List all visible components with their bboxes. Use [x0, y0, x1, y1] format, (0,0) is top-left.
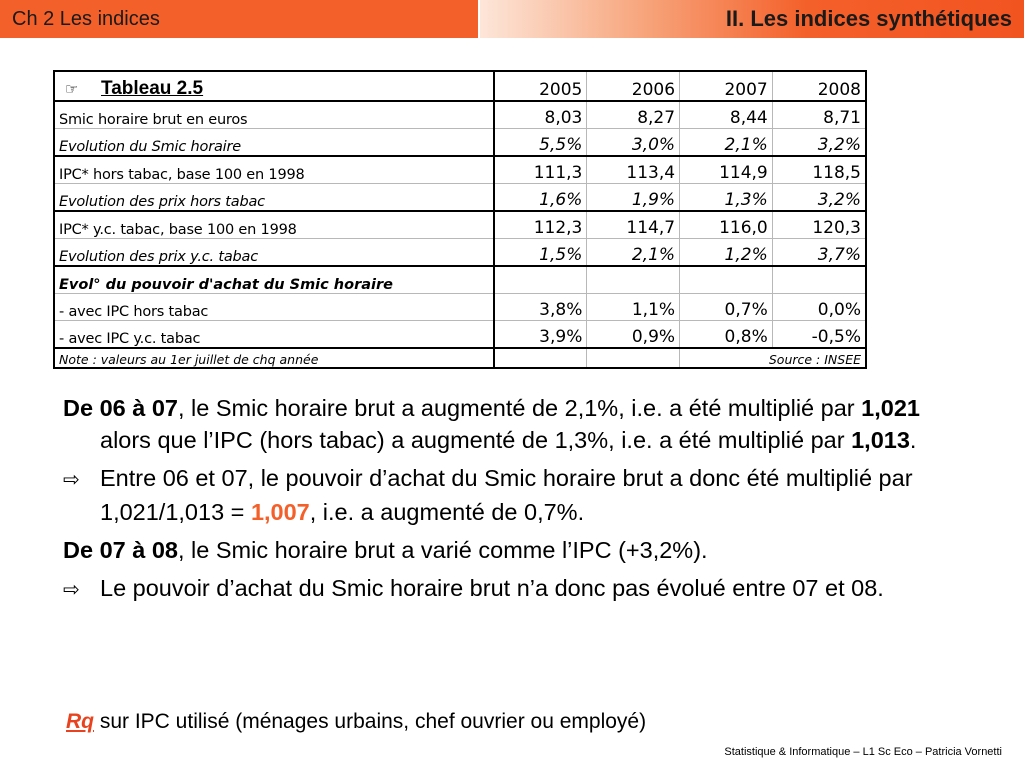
year-cell: 2007: [680, 71, 773, 101]
value-cell: 114,9: [680, 156, 773, 184]
table-row: [54, 211, 866, 239]
row-label: Evolution des prix hors tabac: [54, 184, 494, 212]
value-cell: 8,44: [680, 101, 773, 129]
footer-text: Statistique & Informatique – L1 Sc Eco – Patricia Vornetti: [724, 746, 1002, 758]
value-cell: 3,2%: [772, 129, 866, 157]
value-cell: 3,2%: [772, 184, 866, 212]
table-row: [54, 294, 866, 321]
year-cell: 2005: [494, 71, 587, 101]
year-cell: 2006: [587, 71, 680, 101]
value-cell: [680, 266, 773, 294]
paragraph-2: [63, 462, 953, 528]
table-row: [54, 321, 866, 349]
row-label: IPC* hors tabac, base 100 en 1998: [54, 156, 494, 184]
table-source: Source : INSEE: [680, 348, 866, 368]
row-label: - avec IPC hors tabac: [54, 294, 494, 321]
value-cell: 3,9%: [494, 321, 587, 349]
value-cell: 8,03: [494, 101, 587, 129]
value-cell: 1,6%: [494, 184, 587, 212]
table-note-row: [54, 348, 866, 368]
value-cell: 0,8%: [680, 321, 773, 349]
value-cell: 0,0%: [772, 294, 866, 321]
data-table: [53, 70, 867, 369]
value-cell: 116,0: [680, 211, 773, 239]
remark-line: [66, 710, 646, 734]
arrow-icon: ⇨: [63, 469, 80, 491]
value-cell: [587, 266, 680, 294]
value-cell: 1,2%: [680, 239, 773, 267]
year-cell: 2008: [772, 71, 866, 101]
value-cell: 114,7: [587, 211, 680, 239]
row-label: Evolution du Smic horaire: [54, 129, 494, 157]
table-row: [54, 129, 866, 157]
remark-text: sur IPC utilisé (ménages urbains, chef ouvrier ou employé): [94, 710, 647, 733]
value-cell: 2,1%: [587, 239, 680, 267]
p2-text-b: , i.e. a augmenté de 0,7%.: [309, 499, 585, 525]
value-cell: 118,5: [772, 156, 866, 184]
p2-accent-value: 1,007: [250, 499, 310, 525]
value-cell: 8,71: [772, 101, 866, 129]
p1-text-a: , le Smic horaire brut a augmenté de 2,1%, i.e. a été multiplié par: [177, 395, 862, 421]
table-row: [54, 266, 866, 294]
p4-text: Le pouvoir d’achat du Smic horaire brut n’a donc pas évolué entre 07 et 08.: [100, 575, 884, 601]
remark-label: Rq: [66, 710, 94, 733]
value-cell: 1,5%: [494, 239, 587, 267]
explanation-text: [63, 392, 953, 612]
paragraph-4: [63, 572, 953, 606]
value-cell: -0,5%: [772, 321, 866, 349]
value-cell: 3,0%: [587, 129, 680, 157]
value-cell: 113,4: [587, 156, 680, 184]
table-row: [54, 101, 866, 129]
p1-text-c: alors que l’IPC (hors tabac) a augmenté de 1,3%, i.e. a été multiplié par: [100, 427, 852, 453]
arrow-icon: ⇨: [63, 579, 80, 601]
table-row: [54, 184, 866, 212]
value-cell: [494, 266, 587, 294]
row-label: Smic horaire brut en euros: [54, 101, 494, 129]
value-cell: 2,1%: [680, 129, 773, 157]
table-row: [54, 156, 866, 184]
row-label: Evol° du pouvoir d'achat du Smic horaire: [54, 266, 494, 294]
paragraph-3: [63, 534, 953, 566]
p1-bold-value: 1,021: [861, 395, 920, 421]
p1-bold: De 06 à 07: [63, 395, 178, 421]
value-cell: 8,27: [587, 101, 680, 129]
table-header-row: [54, 71, 866, 101]
value-cell: 1,3%: [680, 184, 773, 212]
value-cell: 3,7%: [772, 239, 866, 267]
pointing-hand-icon: ☞: [65, 80, 79, 98]
value-cell: 1,1%: [587, 294, 680, 321]
p2-text-a: Entre 06 et 07, le pouvoir d’achat du Smic horaire brut a donc été multiplié par 1,021/1,013 =: [100, 465, 913, 525]
section-title: II. Les indices synthétiques: [725, 6, 1012, 31]
p3-text-a: , le Smic horaire brut a varié comme l’IPC (+3,2%).: [177, 537, 708, 563]
table-title: Tableau 2.5: [101, 78, 204, 99]
row-label: - avec IPC y.c. tabac: [54, 321, 494, 349]
table-note: Note : valeurs au 1er juillet de chq année: [54, 348, 494, 368]
p1-text-e: .: [909, 427, 917, 453]
header-chapter-bar: [0, 0, 478, 38]
chapter-title: Ch 2 Les indices: [12, 8, 160, 30]
header-section-bar: [480, 0, 1024, 38]
value-cell: [772, 266, 866, 294]
paragraph-1: [63, 392, 953, 456]
table-row: [54, 239, 866, 267]
row-label: IPC* y.c. tabac, base 100 en 1998: [54, 211, 494, 239]
empty-cell: [587, 348, 680, 368]
value-cell: 5,5%: [494, 129, 587, 157]
p3-bold: De 07 à 08: [63, 537, 178, 563]
empty-cell: [494, 348, 587, 368]
row-label: Evolution des prix y.c. tabac: [54, 239, 494, 267]
value-cell: 1,9%: [587, 184, 680, 212]
value-cell: 120,3: [772, 211, 866, 239]
value-cell: 111,3: [494, 156, 587, 184]
value-cell: 112,3: [494, 211, 587, 239]
value-cell: 3,8%: [494, 294, 587, 321]
value-cell: 0,7%: [680, 294, 773, 321]
table-title-cell: [54, 71, 494, 101]
value-cell: 0,9%: [587, 321, 680, 349]
p1-bold-value-2: 1,013: [851, 427, 910, 453]
